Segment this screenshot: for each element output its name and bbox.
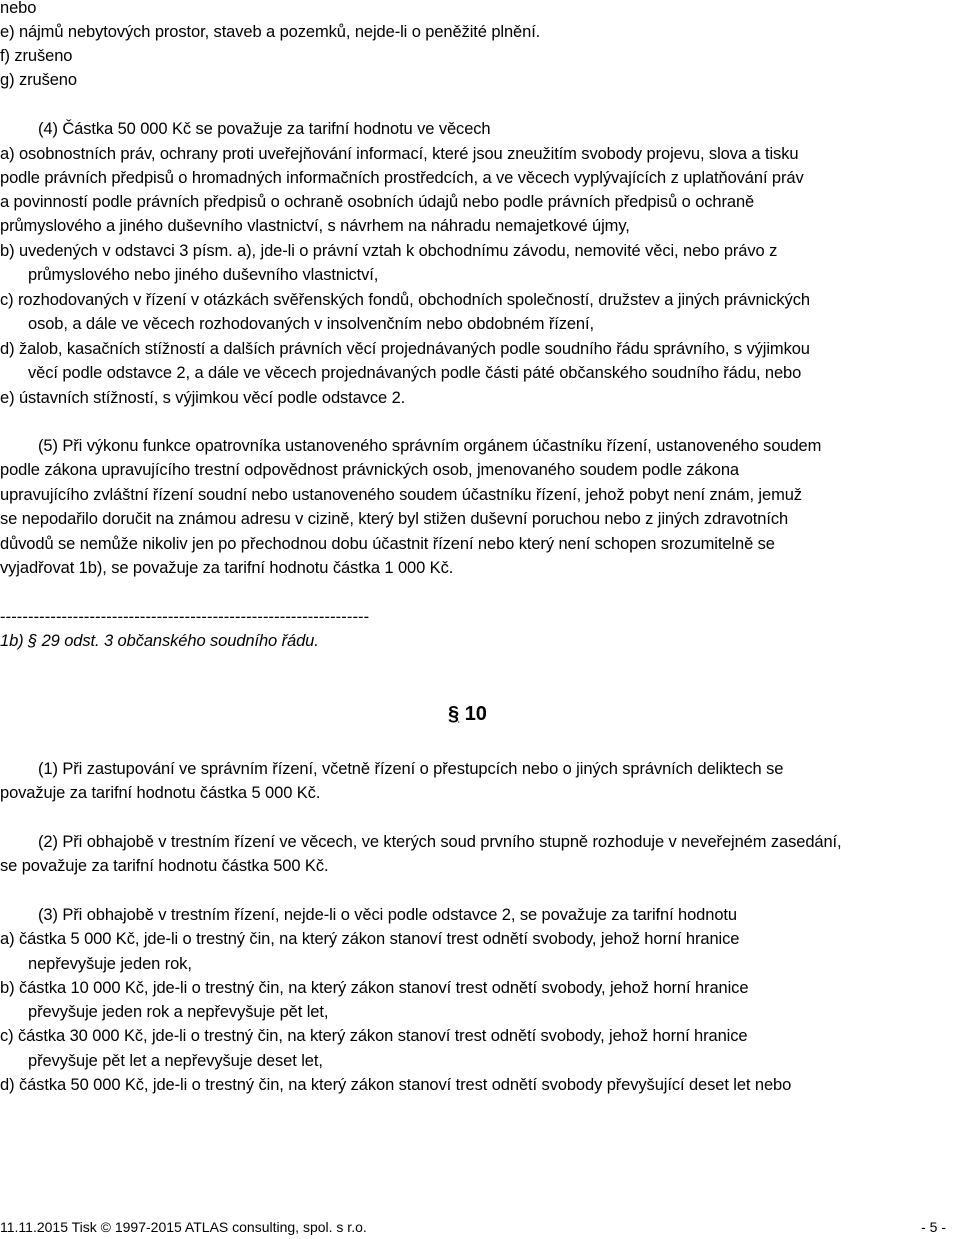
- text-line: e) nájmů nebytových prostor, staveb a pozemků, nejde-li o peněžité plnění.: [0, 23, 541, 41]
- s10-paragraph-3-intro: (3) Při obhajobě v trestním řízení, nejde-li o věci podle odstavce 2, se považuje za tarifní hodnotu: [38, 906, 737, 924]
- s10-item-b-line: převyšuje jeden rok a nepřevyšuje pět let,: [28, 1003, 329, 1021]
- footnote-separator: ------------------------------------------------------------------: [0, 608, 370, 626]
- paragraph-5-line: důvodů se nemůže nikoliv jen po přechodnou dobu účastnit řízení nebo který není schopen srozumitelně se: [0, 535, 775, 553]
- section-heading: [448, 702, 487, 726]
- paragraph-5-line: vyjadřovat 1b), se považuje za tarifní hodnotu částka 1 000 Kč.: [0, 559, 454, 577]
- item-a-line: a povinností podle právních předpisů o ochraně osobních údajů nebo podle právních předpisů o ochraně: [0, 193, 755, 211]
- item-a-line: průmyslového a jiného duševního vlastnictví, s návrhem na náhradu nemajetkové újmy,: [0, 217, 630, 235]
- section-symbol: §: [448, 703, 460, 725]
- section-number: 10: [464, 703, 487, 725]
- s10-paragraph-1-line: považuje za tarifní hodnotu částka 5 000 Kč.: [0, 784, 321, 802]
- s10-item-a-line: nepřevyšuje jeden rok,: [28, 955, 192, 973]
- s10-item-a-line: a) částka 5 000 Kč, jde-li o trestný čin, na který zákon stanoví trest odnětí svobody, jehož horní hranice: [0, 930, 740, 948]
- footer-left: 11.11.2015 Tisk © 1997-2015 ATLAS consulting, spol. s r.o.: [0, 1219, 367, 1235]
- text-line: f) zrušeno: [0, 47, 73, 65]
- item-d-line: věcí podle odstavce 2, a dále ve věcech projednávaných podle části páté občanského soudního řádu, nebo: [28, 364, 802, 382]
- text-line: g) zrušeno: [0, 71, 77, 89]
- paragraph-5-line: se nepodařilo doručit na známou adresu v cizině, který byl stižen duševní poruchou nebo z jiných zdravotních: [0, 510, 789, 528]
- s10-item-c-line: převyšuje pět let a nepřevyšuje deset let,: [28, 1052, 323, 1070]
- item-b-line: b) uvedených v odstavci 3 písm. a), jde-li o právní vztah k obchodnímu závodu, nemovité věci, nebo právo z: [0, 242, 778, 260]
- item-e-line: e) ústavních stížností, s výjimkou věcí podle odstavce 2.: [0, 389, 406, 407]
- paragraph-5-line: (5) Při výkonu funkce opatrovníka ustanoveného správním orgánem účastníku řízení, ustanoveného soudem: [38, 437, 822, 455]
- item-b-line: průmyslového nebo jiného duševního vlastnictví,: [28, 266, 379, 284]
- item-a-line: podle právních předpisů o hromadných informačních prostředcích, a ve věcech vyplývajících z uplatňování práv: [0, 169, 804, 187]
- s10-paragraph-2-line: (2) Při obhajobě v trestním řízení ve věcech, ve kterých soud prvního stupně rozhoduje v neveřejném zasedání,: [38, 833, 842, 851]
- s10-item-b-line: b) částka 10 000 Kč, jde-li o trestný čin, na který zákon stanoví trest odnětí svobody, jehož horní hranice: [0, 979, 749, 997]
- text-line: nebo: [0, 0, 37, 17]
- item-c-line: c) rozhodovaných v řízení v otázkách svěřenských fondů, obchodních společností, družstev a jiných právnických: [0, 291, 810, 309]
- s10-item-d-line: d) částka 50 000 Kč, jde-li o trestný čin, na který zákon stanoví trest odnětí svobody převyšující deset let nebo: [0, 1076, 792, 1094]
- s10-paragraph-2-line: se považuje za tarifní hodnotu částka 500 Kč.: [0, 857, 329, 875]
- footnote: 1b) § 29 odst. 3 občanského soudního řádu.: [0, 632, 319, 650]
- s10-paragraph-1-line: (1) Při zastupování ve správním řízení, včetně řízení o přestupcích nebo o jiných správních deliktech se: [38, 760, 784, 778]
- item-c-line: osob, a dále ve věcech rozhodovaných v insolvenčním nebo obdobném řízení,: [28, 315, 594, 333]
- s10-item-c-line: c) částka 30 000 Kč, jde-li o trestný čin, na který zákon stanoví trest odnětí svobody, jehož horní hranice: [0, 1027, 748, 1045]
- page-number: - 5 -: [921, 1219, 946, 1235]
- item-a-line: a) osobnostních práv, ochrany proti uveřejňování informací, které jsou zneužitím svobody projevu, slova a tisku: [0, 145, 799, 163]
- paragraph-5-line: podle zákona upravujícího trestní odpovědnost právnických osob, jmenovaného soudem podle zákona: [0, 461, 739, 479]
- item-d-line: d) žalob, kasačních stížností a dalších právních věcí projednávaných podle soudního řádu správního, s výjimkou: [0, 340, 810, 358]
- paragraph-4-intro: (4) Částka 50 000 Kč se považuje za tarifní hodnotu ve věcech: [38, 120, 491, 138]
- paragraph-5-line: upravujícího zvláštní řízení soudní nebo ustanoveného soudem účastníku řízení, jehož pobyt není znám, jemuž: [0, 486, 802, 504]
